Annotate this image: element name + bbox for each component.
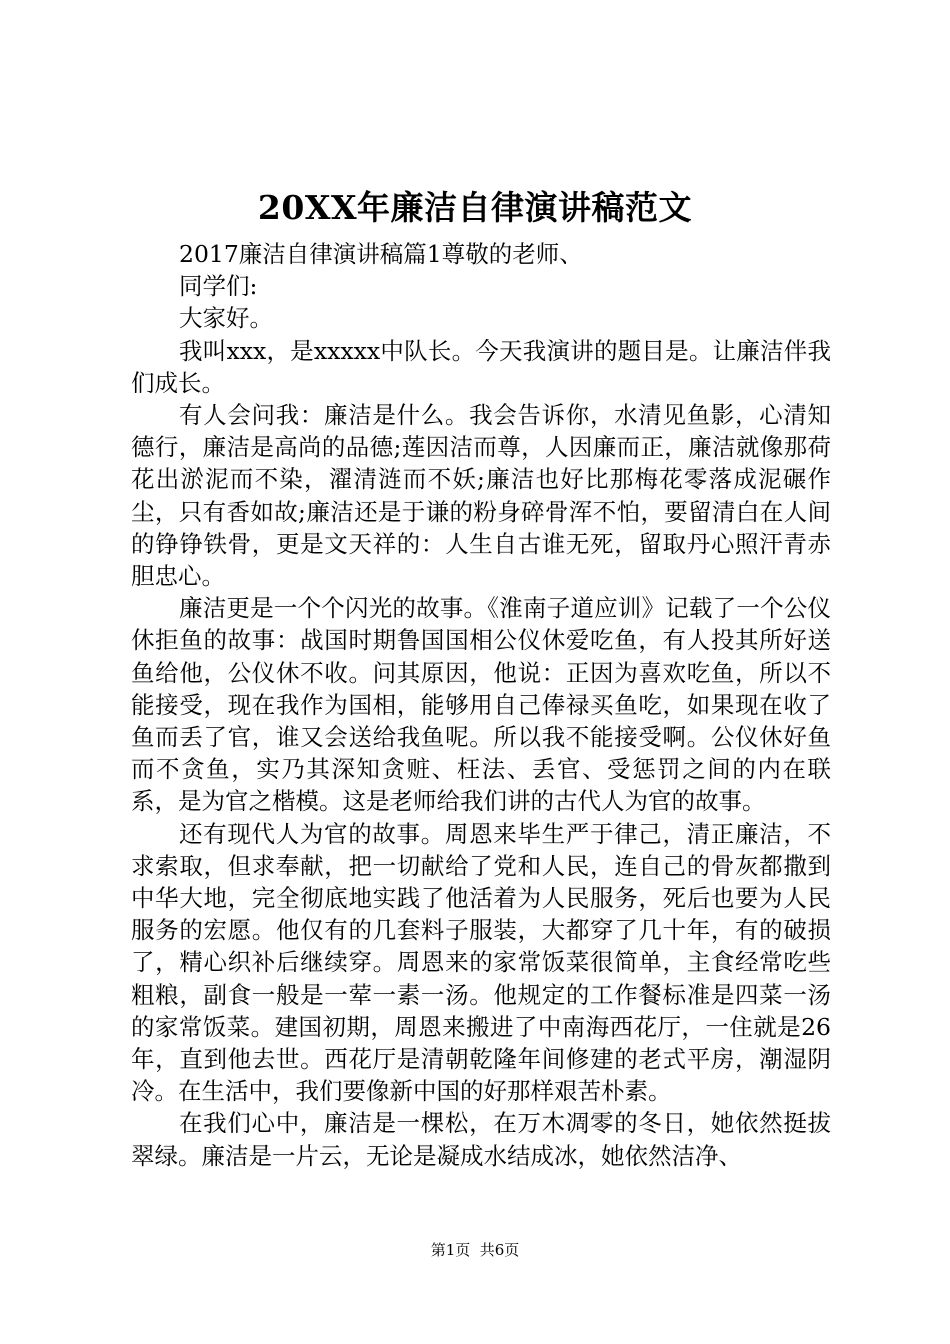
- paragraph: 有人会问我：廉洁是什么。我会告诉你，水清见鱼影，心清知德行，廉洁是高尚的品德;莲因洁而尊，人因廉而正，廉洁就像那荷花出淤泥而不染，濯清涟而不妖;廉洁也好比那梅花零落成泥碾作尘，只有香如故;廉洁还是于谦的粉身碎骨浑不怕，要留清白在人间的铮铮铁骨，更是文天祥的：人生自古谁无死，留取丹心照汗青赤胆忠心。: [131, 401, 831, 591]
- paragraph: 同学们:: [179, 272, 258, 301]
- page-number: 第1页 共6页: [430, 1241, 520, 1259]
- paragraph: 廉洁更是一个个闪光的故事。《淮南子道应训》记载了一个公仪休拒鱼的故事：战国时期鲁国国相公仪休爱吃鱼，有人投其所好送鱼给他，公仪休不收。问其原因，他说：正因为喜欢吃鱼，所以不能接受，现在我作为国相，能够用自己俸禄买鱼吃，如果现在收了鱼而丢了官，谁又会送给我鱼呢。所以我不能接受啊。公仪休好鱼而不贪鱼，实乃其深知贪赃、枉法、丢官、受惩罚之间的内在联系，是为官之楷模。这是老师给我们讲的古代人为官的故事。: [131, 594, 831, 816]
- paragraph: 2017廉洁自律演讲稿篇1尊敬的老师、: [179, 240, 583, 268]
- paragraph: 在我们心中，廉洁是一棵松，在万木凋零的冬日，她依然挺拔翠绿。廉洁是一片云，无论是凝成水结成冰，她依然洁净、: [131, 1109, 831, 1170]
- document-title: 20XX年廉洁自律演讲稿范文: [257, 188, 693, 227]
- page-footer: [0, 1240, 950, 1260]
- paragraph: 我叫xxx，是xxxxx中队长。今天我演讲的题目是。让廉洁伴我们成长。: [131, 336, 831, 397]
- paragraph: 还有现代人为官的故事。周恩来毕生严于律己，清正廉洁，不求索取，但求奉献，把一切献给了党和人民，连自己的骨灰都撒到中华大地，完全彻底地实践了他活着为人民服务，死后也要为人民服务的宏愿。他仅有的几套料子服装，大都穿了几十年，有的破损了，精心织补后继续穿。周恩来的家常饭菜很简单，主食经常吃些粗粮，副食一般是一荤一素一汤。他规定的工作餐标准是四菜一汤的家常饭菜。建国初期，周恩来搬进了中南海西花厅，一住就是26年，直到他去世。西花厅是清朝乾隆年间修建的老式平房，潮湿阴冷。在生活中，我们要像新中国的好那样艰苦朴素。: [131, 819, 831, 1106]
- document-body: [131, 238, 831, 1172]
- paragraph: 大家好。: [179, 304, 273, 333]
